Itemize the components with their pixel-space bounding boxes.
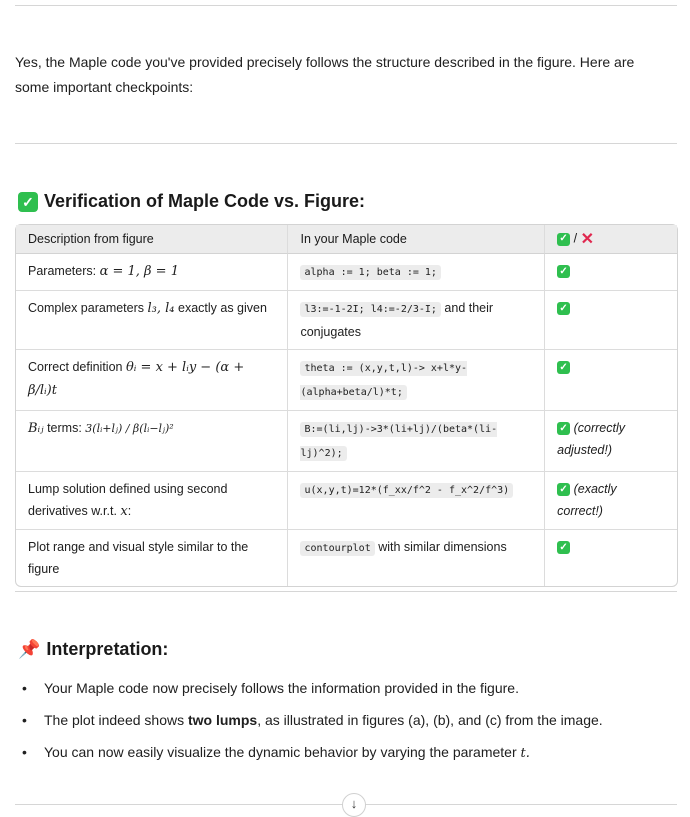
list-item <box>22 672 672 704</box>
row-status <box>544 530 677 586</box>
table-row <box>16 411 677 472</box>
verification-table <box>15 224 678 587</box>
code-snippet: l3:=-1-2I; l4:=-2/3-I; <box>300 302 440 317</box>
bullet-math: t. <box>520 746 530 761</box>
row-status <box>544 350 677 411</box>
interpretation-title: Interpretation: <box>46 639 169 659</box>
interpretation-list <box>22 672 672 770</box>
check-box-icon: ✓ <box>18 192 38 212</box>
bullet-bold: two lumps <box>187 712 258 728</box>
header-description: Description from figure <box>16 225 287 254</box>
divider-1 <box>15 143 677 144</box>
table-row <box>16 472 677 530</box>
code-snippet: contourplot <box>300 541 374 556</box>
list-item <box>22 736 672 770</box>
status-note: (exactly correct!) <box>557 482 617 518</box>
header-status <box>544 225 677 254</box>
row-code <box>287 350 544 411</box>
row-description: Correct definition θᵢ = x + lᵢy − (α + β/lᵢ)t <box>16 350 287 411</box>
list-item <box>22 704 672 736</box>
status-note: (correctly adjusted!) <box>557 421 626 457</box>
code-suffix: with similar dimensions <box>378 540 507 554</box>
header-slash: / <box>573 231 578 246</box>
check-box-icon: ✓ <box>557 541 570 554</box>
row-description: Complex parameters l₃, l₄ exactly as given <box>16 291 287 350</box>
pushpin-icon: 📌 <box>18 639 41 659</box>
bullet-text: , as illustrated in figures (a), (b), and (c) from the image. <box>257 712 603 728</box>
code-suffix: and their conjugates <box>300 301 494 339</box>
row-status <box>544 254 677 291</box>
bullet-text: The plot indeed shows <box>44 712 188 728</box>
table-header-row <box>16 225 677 254</box>
row-code <box>287 411 544 472</box>
header-maple-code: In your Maple code <box>287 225 544 254</box>
row-status <box>544 472 677 530</box>
row-status <box>544 411 677 472</box>
code-snippet: theta := (x,y,t,l)-> x+l*y-(alpha+beta/l)*t; <box>300 363 468 398</box>
cross-mark-icon: ✕ <box>580 231 594 248</box>
verification-heading <box>18 191 365 212</box>
check-box-icon: ✓ <box>557 302 570 315</box>
code-snippet: B:=(li,lj)->3*(li+lj)/(beta*(li-lj)^2); <box>300 424 498 459</box>
row-code <box>287 254 544 291</box>
divider-2 <box>15 591 677 592</box>
row-code <box>287 472 544 530</box>
code-snippet: alpha := 1; beta := 1; <box>300 265 440 280</box>
bullet-text: Your Maple code now precisely follows the information provided in the figure. <box>44 680 519 696</box>
code-snippet: u(x,y,t)=12*(f_xx/f^2 - f_x^2/f^3) <box>300 483 513 498</box>
row-description: Parameters: α = 1, β = 1 <box>16 254 287 291</box>
table-row <box>16 350 677 411</box>
row-code <box>287 291 544 350</box>
scroll-down-button[interactable]: ↓ <box>342 793 366 817</box>
row-code <box>287 530 544 586</box>
intro-paragraph: Yes, the Maple code you've provided precisely follows the structure described in the figure. Here are some important checkpoints: <box>15 54 635 95</box>
check-box-icon: ✓ <box>557 483 570 496</box>
verification-title: Verification of Maple Code vs. Figure: <box>44 191 366 211</box>
row-description: Plot range and visual style similar to the figure <box>28 540 249 576</box>
top-divider <box>15 5 677 6</box>
table-row <box>16 530 677 586</box>
row-status <box>544 291 677 350</box>
table-row <box>16 254 677 291</box>
row-description: Lump solution defined using second derivatives w.r.t. x: <box>16 472 287 530</box>
table-row <box>16 291 677 350</box>
bullet-text: You can now easily visualize the dynamic behavior by varying the parameter <box>44 744 521 760</box>
check-box-icon: ✓ <box>557 361 570 374</box>
check-box-icon: ✓ <box>557 265 570 278</box>
check-box-icon: ✓ <box>557 233 570 246</box>
interpretation-heading <box>18 639 168 660</box>
row-description: Bᵢⱼ terms: 3(lᵢ+lⱼ) / β(lᵢ−lⱼ)² <box>16 411 287 472</box>
check-box-icon: ✓ <box>557 422 570 435</box>
